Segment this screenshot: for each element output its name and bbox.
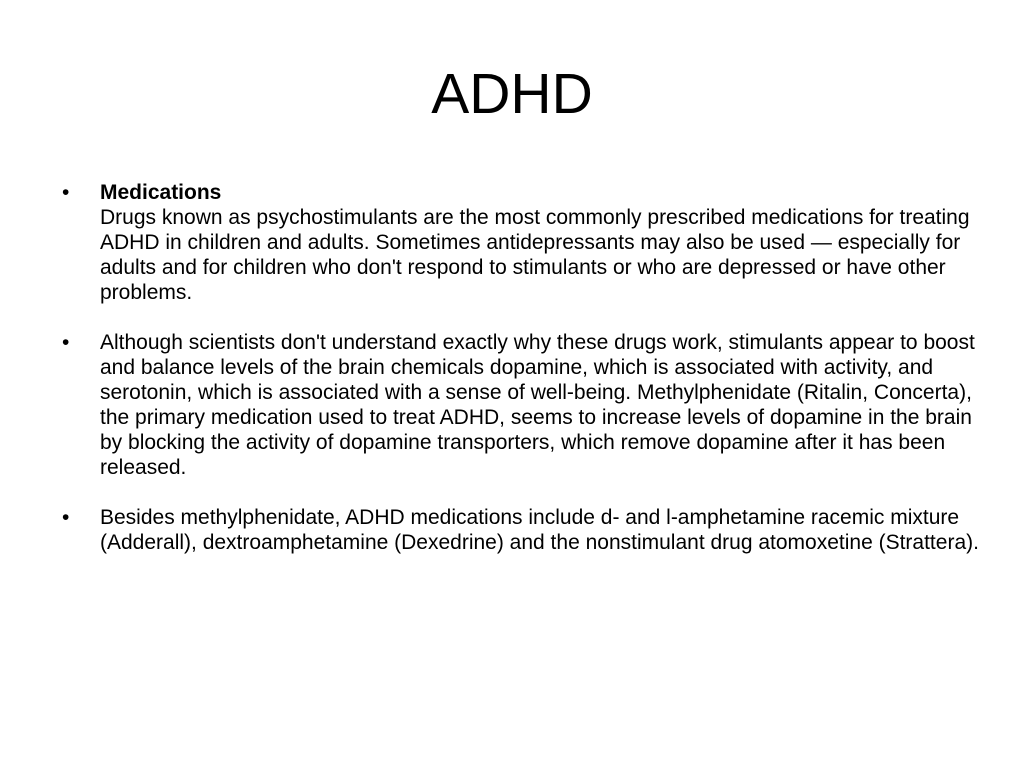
- bullet-list: [62, 180, 982, 580]
- bullet-icon: •: [62, 181, 70, 204]
- bullet-icon: •: [62, 506, 70, 529]
- bullet-icon: •: [62, 331, 70, 354]
- slide-title: ADHD: [431, 62, 593, 126]
- bullet-text: Besides methylphenidate, ADHD medications include d- and l-amphetamine racemic mixture (Adderall), dextroamphetamine (Dexedrine) and the nonstimulant drug atomoxetine (Strattera).: [100, 506, 979, 554]
- bullet-item-other-medications: [62, 505, 982, 555]
- bullet-heading: Medications: [100, 181, 222, 204]
- bullet-item-medications: [62, 180, 982, 305]
- bullet-text: Drugs known as psychostimulants are the most commonly prescribed medications for treating ADHD in children and adults. Sometimes antidepressants may also be used — especially for adults and for children who don't respond to stimulants or who are depressed or have other problems.: [100, 206, 970, 304]
- bullet-text: Although scientists don't understand exactly why these drugs work, stimulants appear to boost and balance levels of the brain chemicals dopamine, which is associated with activity, and serotonin, which is associated with a sense of well-being. Methylphenidate (Ritalin, Concerta), the primary medication used to treat ADHD, seems to increase levels of dopamine in the brain by blocking the activity of dopamine transporters, which remove dopamine after it has been released.: [100, 331, 975, 479]
- bullet-item-mechanism: [62, 330, 982, 480]
